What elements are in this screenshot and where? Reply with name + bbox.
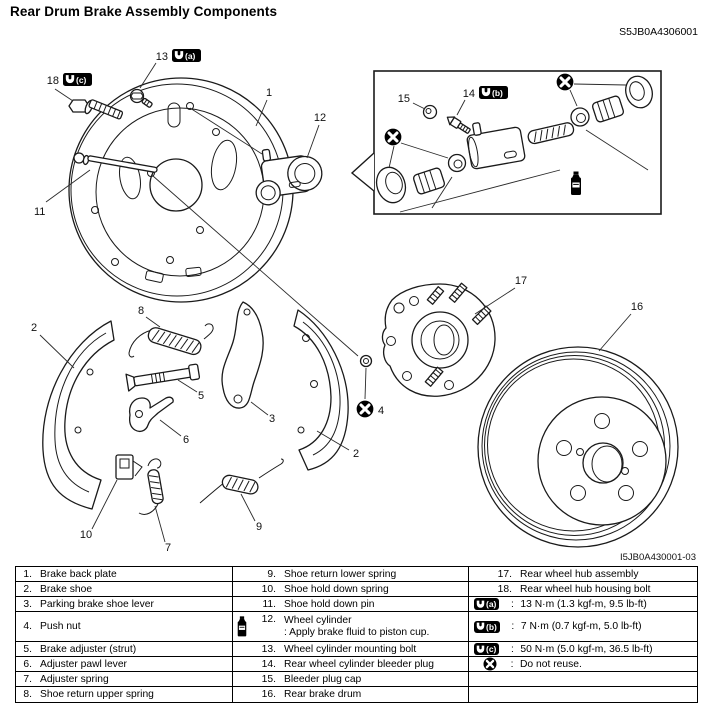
upper-return-spring-drawing <box>129 324 213 357</box>
callout-1: 1 <box>265 87 273 99</box>
callout-16: 16 <box>630 301 644 313</box>
torque-icon-a: (a) <box>474 598 499 610</box>
empty-row <box>469 672 697 687</box>
do-not-reuse-icon <box>483 657 497 671</box>
table-row-10: 10. Shoe hold down spring <box>233 582 468 597</box>
wheel-hub-drawing <box>382 283 495 396</box>
callout-17: 17 <box>514 275 528 287</box>
table-row-18: 18. Rear wheel hub housing bolt <box>469 582 697 597</box>
callout-18: 18 <box>46 75 59 87</box>
empty-row <box>469 687 697 702</box>
table-row-5: 5. Brake adjuster (strut) <box>16 642 232 657</box>
svg-text:(c): (c) <box>76 75 87 85</box>
torque-spec-row-a: (a) : 13 N·m (1.3 kgf-m, 9.5 lb-ft) <box>469 597 697 612</box>
callout-14: 14 <box>462 88 475 100</box>
callout-13: 13 <box>155 51 168 63</box>
do-not-reuse-row: : Do not reuse. <box>469 657 697 672</box>
table-row-7: 7. Adjuster spring <box>16 672 232 687</box>
brake-fluid-bottle-icon <box>233 616 250 637</box>
table-row-8: 8. Shoe return upper spring <box>23 689 154 700</box>
table-row-4: 4. Push nut <box>16 612 232 642</box>
svg-text:(a): (a) <box>185 51 196 61</box>
table-row-16: 16. Rear brake drum <box>261 689 362 700</box>
parts-table-column-3 <box>469 567 697 702</box>
table-row-11: 11. Shoe hold down pin <box>233 597 468 612</box>
torque-spec-row-c: (c) : 50 N·m (5.0 kgf-m, 36.5 lb-ft) <box>469 642 697 657</box>
lower-return-spring-drawing <box>200 459 283 503</box>
wheel-cylinder-inset-box <box>352 71 661 214</box>
parts-table-column-1 <box>16 567 233 702</box>
callout-2: 2 <box>30 322 38 334</box>
torque-icon-c: (c) <box>474 643 499 655</box>
parking-brake-lever-drawing <box>222 302 263 408</box>
table-row-1: 1. Brake back plate <box>16 567 232 582</box>
torque-icon-b: (b) <box>474 621 500 633</box>
callout-2b: 2 <box>352 448 360 460</box>
callout-7: 7 <box>164 542 172 554</box>
cup-seal-left-drawing <box>449 155 466 172</box>
table-row-15: 15. Bleeder plug cap <box>233 672 468 687</box>
torque-tag-c <box>63 73 92 86</box>
figure-code: I5JB0A430001-03 <box>619 552 696 563</box>
hold-down-spring-drawing <box>116 455 142 479</box>
callout-4: 4 <box>378 405 385 417</box>
table-row-14: 14. Rear wheel cylinder bleeder plug <box>233 657 468 672</box>
document-code: S5JB0A4306001 <box>619 26 698 38</box>
callout-3: 3 <box>268 413 276 425</box>
callout-6: 6 <box>182 434 190 446</box>
table-row-12: 12. Wheel cylinder : Apply brake fluid to piston cup. <box>233 612 468 642</box>
table-row-13: 13. Wheel cylinder mounting bolt <box>233 642 468 657</box>
callout-5: 5 <box>197 390 205 402</box>
parts-table-column-2 <box>233 567 469 702</box>
push-nut-drawing <box>361 356 372 367</box>
callout-9: 9 <box>255 521 263 533</box>
table-row-3: 3. Parking brake shoe lever <box>16 597 232 612</box>
callout-15: 15 <box>397 93 410 105</box>
page-title: Rear Drum Brake Assembly Components <box>10 4 278 19</box>
brake-shoe-middle-drawing <box>294 310 348 470</box>
table-row-6: 6. Adjuster pawl lever <box>16 657 232 672</box>
cup-seal-right-drawing <box>571 108 589 126</box>
callout-11: 11 <box>34 206 46 218</box>
do-not-reuse-icon <box>557 74 574 91</box>
callout-10: 10 <box>79 529 93 541</box>
do-not-reuse-icon <box>385 129 402 146</box>
adjuster-spring-drawing <box>139 459 164 514</box>
bleeder-cap-drawing <box>424 106 437 119</box>
do-not-reuse-icon <box>357 401 374 418</box>
table-row-17: 17. Rear wheel hub assembly <box>469 567 697 582</box>
svg-text:(b): (b) <box>492 88 503 98</box>
adjuster-pawl-lever-drawing <box>130 397 174 431</box>
brake-shoe-left-drawing <box>43 321 114 509</box>
table-row-2: 2. Brake shoe <box>16 582 232 597</box>
parts-table <box>15 566 698 703</box>
torque-spec-row-b: (b) : 7 N·m (0.7 kgf-m, 5.0 lb-ft) <box>469 612 697 642</box>
torque-tag-b <box>479 86 508 99</box>
table-row-9: 9. Shoe return lower spring <box>233 567 468 582</box>
callout-12: 12 <box>313 112 327 124</box>
callout-8: 8 <box>137 305 145 317</box>
torque-tag-a <box>172 49 201 62</box>
exploded-diagram <box>0 40 711 565</box>
brake-drum-drawing <box>478 347 678 547</box>
